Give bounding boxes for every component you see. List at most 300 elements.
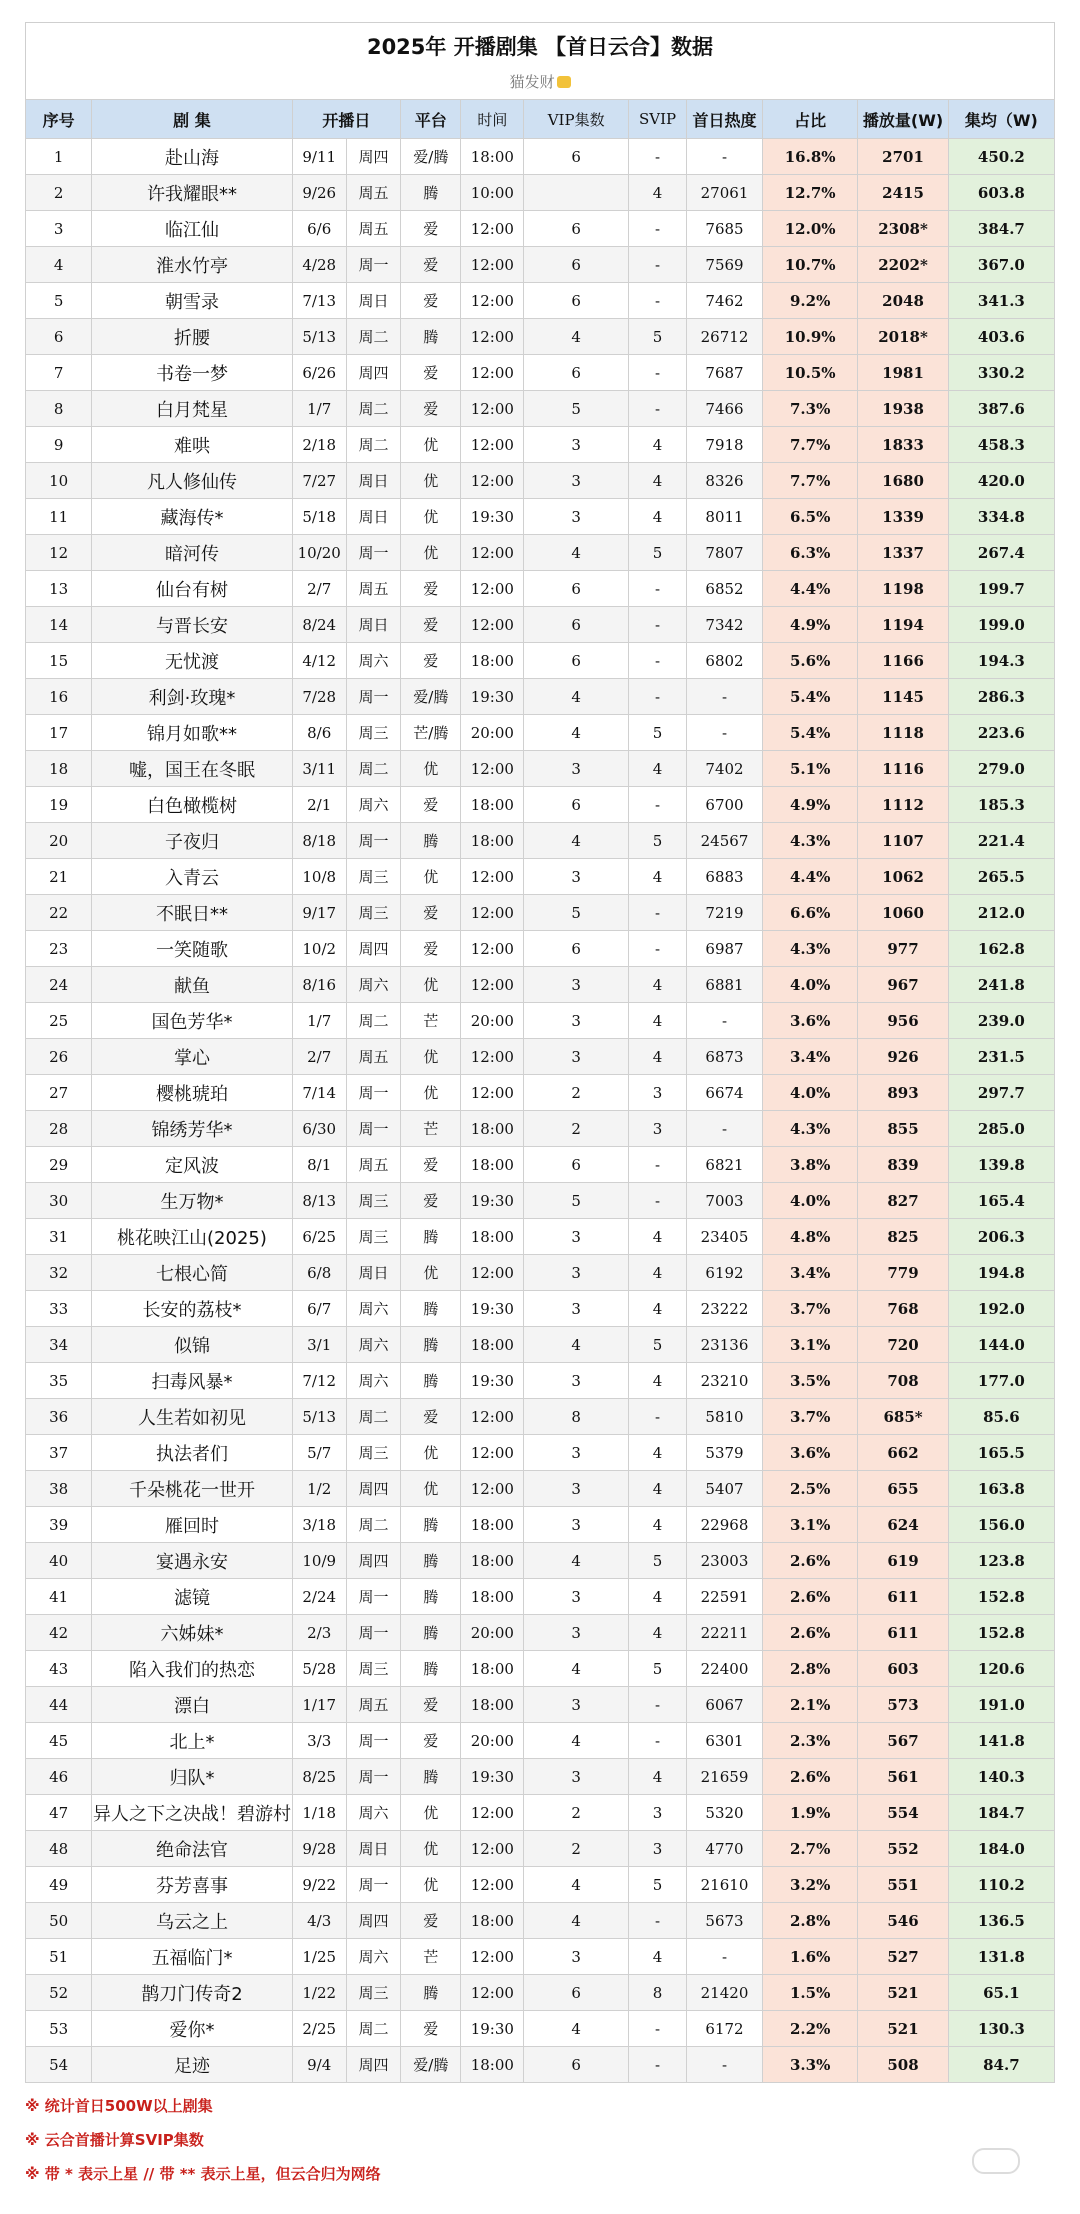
- drama-name: 六姊妹*: [92, 1615, 292, 1651]
- platform: 爱: [401, 787, 461, 823]
- share-percent: 10.5%: [763, 355, 858, 391]
- header-premiere: 开播日: [292, 100, 401, 139]
- platform: 优: [401, 1795, 461, 1831]
- episode-average: 367.0: [948, 247, 1054, 283]
- air-time: 18:00: [461, 1903, 524, 1939]
- air-time: 12:00: [461, 1075, 524, 1111]
- svip-episodes: -: [629, 355, 687, 391]
- header-platform: 平台: [401, 100, 461, 139]
- air-time: 12:00: [461, 1795, 524, 1831]
- vip-episodes: 4: [524, 1723, 629, 1759]
- first-day-heat: -: [687, 715, 763, 751]
- weekday: 周一: [346, 1759, 400, 1795]
- table-row: [26, 859, 1055, 895]
- table-row: [26, 1579, 1055, 1615]
- drama-name: 仙台有树: [92, 571, 292, 607]
- svip-episodes: 4: [629, 1507, 687, 1543]
- vip-episodes: 3: [524, 1363, 629, 1399]
- weekday: 周一: [346, 247, 400, 283]
- first-day-heat: -: [687, 2047, 763, 2083]
- footnote: ※ 云合首播计算SVIP集数: [25, 2131, 204, 2149]
- share-percent: 4.4%: [763, 859, 858, 895]
- row-index: 2: [26, 175, 92, 211]
- drama-name: 漂白: [92, 1687, 292, 1723]
- svip-episodes: 4: [629, 463, 687, 499]
- episode-average: 136.5: [948, 1903, 1054, 1939]
- title-box: [25, 22, 1055, 99]
- share-percent: 5.4%: [763, 679, 858, 715]
- drama-name: 临江仙: [92, 211, 292, 247]
- platform: 腾: [401, 1543, 461, 1579]
- premiere-date: 5/13: [292, 319, 346, 355]
- svip-episodes: -: [629, 931, 687, 967]
- row-index: 42: [26, 1615, 92, 1651]
- data-sheet: [25, 22, 1055, 2191]
- vip-episodes: 6: [524, 931, 629, 967]
- air-time: 19:30: [461, 1183, 524, 1219]
- header-avg: 集均（W): [948, 100, 1054, 139]
- drama-name: 扫毒风暴*: [92, 1363, 292, 1399]
- share-percent: 4.0%: [763, 967, 858, 1003]
- vip-episodes: 3: [524, 463, 629, 499]
- weekday: 周二: [346, 319, 400, 355]
- air-time: 12:00: [461, 931, 524, 967]
- play-count: 552: [858, 1831, 948, 1867]
- vip-episodes: 3: [524, 1471, 629, 1507]
- platform: 优: [401, 859, 461, 895]
- drama-name: 与晋长安: [92, 607, 292, 643]
- drama-name: 雁回时: [92, 1507, 292, 1543]
- premiere-date: 9/22: [292, 1867, 346, 1903]
- episode-average: 267.4: [948, 535, 1054, 571]
- premiere-date: 3/1: [292, 1327, 346, 1363]
- share-percent: 5.6%: [763, 643, 858, 679]
- air-time: 18:00: [461, 1651, 524, 1687]
- air-time: 12:00: [461, 247, 524, 283]
- drama-name: 嘘，国王在冬眠: [92, 751, 292, 787]
- weekday: 周一: [346, 1615, 400, 1651]
- premiere-date: 10/2: [292, 931, 346, 967]
- episode-average: 141.8: [948, 1723, 1054, 1759]
- svip-episodes: 4: [629, 1219, 687, 1255]
- play-count: 1680: [858, 463, 948, 499]
- premiere-date: 7/27: [292, 463, 346, 499]
- svip-episodes: -: [629, 2011, 687, 2047]
- table-row: [26, 1975, 1055, 2011]
- premiere-date: 6/26: [292, 355, 346, 391]
- platform: 爱: [401, 571, 461, 607]
- svip-episodes: 4: [629, 1003, 687, 1039]
- weekday: 周一: [346, 1723, 400, 1759]
- vip-episodes: 6: [524, 1975, 629, 2011]
- episode-average: 231.5: [948, 1039, 1054, 1075]
- svip-episodes: -: [629, 571, 687, 607]
- svip-episodes: -: [629, 607, 687, 643]
- header-plays: 播放量(W): [858, 100, 948, 139]
- platform: 腾: [401, 1219, 461, 1255]
- drama-name: 人生若如初见: [92, 1399, 292, 1435]
- episode-average: 123.8: [948, 1543, 1054, 1579]
- first-day-heat: 23222: [687, 1291, 763, 1327]
- episode-average: 163.8: [948, 1471, 1054, 1507]
- share-percent: 12.7%: [763, 175, 858, 211]
- row-index: 7: [26, 355, 92, 391]
- weekday: 周六: [346, 787, 400, 823]
- play-count: 2701: [858, 139, 948, 175]
- svip-episodes: 4: [629, 1363, 687, 1399]
- first-day-heat: 6192: [687, 1255, 763, 1291]
- vip-episodes: 3: [524, 1615, 629, 1651]
- share-percent: 3.2%: [763, 1867, 858, 1903]
- table-row: [26, 211, 1055, 247]
- drama-name: 书卷一梦: [92, 355, 292, 391]
- platform: 芒: [401, 1003, 461, 1039]
- drama-name: 异人之下之决战！碧游村: [92, 1795, 292, 1831]
- share-percent: 3.7%: [763, 1291, 858, 1327]
- premiere-date: 7/14: [292, 1075, 346, 1111]
- play-count: 893: [858, 1075, 948, 1111]
- play-count: 1112: [858, 787, 948, 823]
- share-percent: 9.2%: [763, 283, 858, 319]
- premiere-date: 6/6: [292, 211, 346, 247]
- play-count: 1339: [858, 499, 948, 535]
- vip-episodes: 4: [524, 1867, 629, 1903]
- weekday: 周日: [346, 499, 400, 535]
- table-row: [26, 427, 1055, 463]
- play-count: 508: [858, 2047, 948, 2083]
- play-count: 521: [858, 2011, 948, 2047]
- platform: 芒: [401, 1939, 461, 1975]
- weekday: 周一: [346, 535, 400, 571]
- row-index: 31: [26, 1219, 92, 1255]
- episode-average: 384.7: [948, 211, 1054, 247]
- play-count: 1060: [858, 895, 948, 931]
- drama-name: 淮水竹亭: [92, 247, 292, 283]
- platform: 优: [401, 427, 461, 463]
- share-percent: 2.2%: [763, 2011, 858, 2047]
- weekday: 周二: [346, 391, 400, 427]
- page-title: 2025年 开播剧集 【首日云合】数据: [366, 35, 714, 59]
- vip-episodes: 6: [524, 607, 629, 643]
- row-index: 20: [26, 823, 92, 859]
- air-time: 12:00: [461, 1039, 524, 1075]
- air-time: 12:00: [461, 967, 524, 1003]
- episode-average: 206.3: [948, 1219, 1054, 1255]
- episode-average: 199.7: [948, 571, 1054, 607]
- premiere-date: 1/7: [292, 1003, 346, 1039]
- premiere-date: 6/8: [292, 1255, 346, 1291]
- play-count: 827: [858, 1183, 948, 1219]
- weekday: 周三: [346, 1183, 400, 1219]
- premiere-date: 10/9: [292, 1543, 346, 1579]
- air-time: 12:00: [461, 1399, 524, 1435]
- header-vip-episodes: VIP集数: [524, 100, 629, 139]
- row-index: 33: [26, 1291, 92, 1327]
- weekday: 周一: [346, 1111, 400, 1147]
- platform: 爱: [401, 283, 461, 319]
- platform: 爱: [401, 1687, 461, 1723]
- svip-episodes: 4: [629, 1291, 687, 1327]
- share-percent: 3.6%: [763, 1435, 858, 1471]
- premiere-date: 2/7: [292, 571, 346, 607]
- vip-episodes: 3: [524, 427, 629, 463]
- drama-name: 归队*: [92, 1759, 292, 1795]
- vip-episodes: 3: [524, 859, 629, 895]
- svip-episodes: -: [629, 679, 687, 715]
- vip-episodes: 4: [524, 1543, 629, 1579]
- vip-episodes: 3: [524, 1039, 629, 1075]
- vip-episodes: 6: [524, 355, 629, 391]
- first-day-heat: 24567: [687, 823, 763, 859]
- episode-average: 191.0: [948, 1687, 1054, 1723]
- table-row: [26, 1399, 1055, 1435]
- weekday: 周二: [346, 1399, 400, 1435]
- play-count: 561: [858, 1759, 948, 1795]
- drama-name: 赴山海: [92, 139, 292, 175]
- vip-episodes: 3: [524, 1939, 629, 1975]
- svip-episodes: 4: [629, 499, 687, 535]
- weekday: 周五: [346, 175, 400, 211]
- episode-average: 265.5: [948, 859, 1054, 895]
- drama-name: 生万物*: [92, 1183, 292, 1219]
- premiere-date: 1/17: [292, 1687, 346, 1723]
- table-row: [26, 1795, 1055, 1831]
- svip-episodes: 4: [629, 1939, 687, 1975]
- air-time: 18:00: [461, 1543, 524, 1579]
- row-index: 1: [26, 139, 92, 175]
- table-row: [26, 715, 1055, 751]
- premiere-date: 8/24: [292, 607, 346, 643]
- play-count: 1337: [858, 535, 948, 571]
- table-row: [26, 1903, 1055, 1939]
- share-percent: 3.6%: [763, 1003, 858, 1039]
- first-day-heat: 23405: [687, 1219, 763, 1255]
- platform: 爱: [401, 1147, 461, 1183]
- first-day-heat: 6700: [687, 787, 763, 823]
- episode-average: 194.3: [948, 643, 1054, 679]
- row-index: 54: [26, 2047, 92, 2083]
- episode-average: 65.1: [948, 1975, 1054, 2011]
- table-row: [26, 751, 1055, 787]
- air-time: 12:00: [461, 1975, 524, 2011]
- svip-episodes: 4: [629, 967, 687, 1003]
- share-percent: 4.9%: [763, 787, 858, 823]
- premiere-date: 1/22: [292, 1975, 346, 2011]
- svip-episodes: 3: [629, 1075, 687, 1111]
- first-day-heat: 7342: [687, 607, 763, 643]
- air-time: 12:00: [461, 355, 524, 391]
- premiere-date: 10/8: [292, 859, 346, 895]
- header-time: 时间: [461, 100, 524, 139]
- episode-average: 110.2: [948, 1867, 1054, 1903]
- episode-average: 192.0: [948, 1291, 1054, 1327]
- premiere-date: 5/7: [292, 1435, 346, 1471]
- drama-name: 不眠日**: [92, 895, 292, 931]
- table-row: [26, 1111, 1055, 1147]
- vip-episodes: 3: [524, 751, 629, 787]
- row-index: 23: [26, 931, 92, 967]
- air-time: 12:00: [461, 571, 524, 607]
- first-day-heat: 6852: [687, 571, 763, 607]
- platform: 爱: [401, 1399, 461, 1435]
- weekday: 周二: [346, 2011, 400, 2047]
- episode-average: 603.8: [948, 175, 1054, 211]
- episode-average: 387.6: [948, 391, 1054, 427]
- episode-average: 334.8: [948, 499, 1054, 535]
- vip-episodes: 3: [524, 1579, 629, 1615]
- premiere-date: 4/12: [292, 643, 346, 679]
- vip-episodes: 2: [524, 1075, 629, 1111]
- premiere-date: 2/25: [292, 2011, 346, 2047]
- platform: 腾: [401, 1651, 461, 1687]
- share-percent: 7.3%: [763, 391, 858, 427]
- table-row: [26, 1075, 1055, 1111]
- weekday: 周日: [346, 1831, 400, 1867]
- share-percent: 2.8%: [763, 1903, 858, 1939]
- table-row: [26, 1219, 1055, 1255]
- svip-episodes: -: [629, 1147, 687, 1183]
- weekday: 周六: [346, 1795, 400, 1831]
- premiere-date: 8/18: [292, 823, 346, 859]
- table-row: [26, 1651, 1055, 1687]
- row-index: 18: [26, 751, 92, 787]
- vip-episodes: 6: [524, 139, 629, 175]
- first-day-heat: 23136: [687, 1327, 763, 1363]
- play-count: 1107: [858, 823, 948, 859]
- premiere-date: 2/7: [292, 1039, 346, 1075]
- svip-episodes: 3: [629, 1795, 687, 1831]
- first-day-heat: 6987: [687, 931, 763, 967]
- platform: 腾: [401, 823, 461, 859]
- episode-average: 130.3: [948, 2011, 1054, 2047]
- row-index: 53: [26, 2011, 92, 2047]
- platform: 腾: [401, 1363, 461, 1399]
- air-time: 18:00: [461, 823, 524, 859]
- vip-episodes: 2: [524, 1831, 629, 1867]
- platform: 腾: [401, 1975, 461, 2011]
- play-count: 1833: [858, 427, 948, 463]
- table-row: [26, 1003, 1055, 1039]
- first-day-heat: 6821: [687, 1147, 763, 1183]
- drama-name: 执法者们: [92, 1435, 292, 1471]
- play-count: 521: [858, 1975, 948, 2011]
- svip-episodes: 4: [629, 1435, 687, 1471]
- weekday: 周六: [346, 643, 400, 679]
- share-percent: 2.5%: [763, 1471, 858, 1507]
- svip-episodes: -: [629, 643, 687, 679]
- drama-name: 似锦: [92, 1327, 292, 1363]
- premiere-date: 8/16: [292, 967, 346, 1003]
- row-index: 14: [26, 607, 92, 643]
- weekday: 周六: [346, 1363, 400, 1399]
- episode-average: 85.6: [948, 1399, 1054, 1435]
- table-row: [26, 355, 1055, 391]
- first-day-heat: 5810: [687, 1399, 763, 1435]
- premiere-date: 10/20: [292, 535, 346, 571]
- table-header-row: [26, 100, 1055, 139]
- premiere-date: 1/2: [292, 1471, 346, 1507]
- episode-average: 139.8: [948, 1147, 1054, 1183]
- premiere-date: 7/28: [292, 679, 346, 715]
- author-line: [26, 69, 1054, 95]
- first-day-heat: 22400: [687, 1651, 763, 1687]
- first-day-heat: 7462: [687, 283, 763, 319]
- premiere-date: 8/13: [292, 1183, 346, 1219]
- drama-name: 暗河传: [92, 535, 292, 571]
- platform: 腾: [401, 1759, 461, 1795]
- first-day-heat: -: [687, 679, 763, 715]
- play-count: 779: [858, 1255, 948, 1291]
- weekday: 周三: [346, 895, 400, 931]
- first-day-heat: 5673: [687, 1903, 763, 1939]
- weekday: 周六: [346, 1939, 400, 1975]
- vip-episodes: 4: [524, 535, 629, 571]
- play-count: 527: [858, 1939, 948, 1975]
- weekday: 周三: [346, 1219, 400, 1255]
- episode-average: 120.6: [948, 1651, 1054, 1687]
- vip-episodes: 6: [524, 1147, 629, 1183]
- row-index: 37: [26, 1435, 92, 1471]
- first-day-heat: -: [687, 1111, 763, 1147]
- share-percent: 3.7%: [763, 1399, 858, 1435]
- play-count: 1194: [858, 607, 948, 643]
- share-percent: 3.1%: [763, 1327, 858, 1363]
- table-row: [26, 1147, 1055, 1183]
- first-day-heat: 22591: [687, 1579, 763, 1615]
- play-count: 956: [858, 1003, 948, 1039]
- weekday: 周四: [346, 1903, 400, 1939]
- episode-average: 199.0: [948, 607, 1054, 643]
- play-count: 1062: [858, 859, 948, 895]
- air-time: 18:00: [461, 139, 524, 175]
- weekday: 周四: [346, 931, 400, 967]
- row-index: 43: [26, 1651, 92, 1687]
- drama-name: 五福临门*: [92, 1939, 292, 1975]
- share-percent: 4.0%: [763, 1075, 858, 1111]
- svip-episodes: -: [629, 1723, 687, 1759]
- first-day-heat: 23210: [687, 1363, 763, 1399]
- air-time: 12:00: [461, 1435, 524, 1471]
- premiere-date: 6/30: [292, 1111, 346, 1147]
- weekday: 周一: [346, 1075, 400, 1111]
- play-count: 1145: [858, 679, 948, 715]
- svip-episodes: -: [629, 2047, 687, 2083]
- premiere-date: 9/28: [292, 1831, 346, 1867]
- platform: 爱/腾: [401, 139, 461, 175]
- first-day-heat: 26712: [687, 319, 763, 355]
- premiere-date: 2/3: [292, 1615, 346, 1651]
- drama-name: 难哄: [92, 427, 292, 463]
- row-index: 17: [26, 715, 92, 751]
- share-percent: 2.6%: [763, 1543, 858, 1579]
- platform: 腾: [401, 319, 461, 355]
- platform: 优: [401, 1435, 461, 1471]
- episode-average: 212.0: [948, 895, 1054, 931]
- drama-name: 樱桃琥珀: [92, 1075, 292, 1111]
- weekday: 周五: [346, 211, 400, 247]
- premiere-date: 1/18: [292, 1795, 346, 1831]
- drama-name: 陷入我们的热恋: [92, 1651, 292, 1687]
- platform: 优: [401, 1075, 461, 1111]
- platform: 爱: [401, 247, 461, 283]
- vip-episodes: 4: [524, 1903, 629, 1939]
- weekday: 周二: [346, 751, 400, 787]
- share-percent: 4.0%: [763, 1183, 858, 1219]
- air-time: 18:00: [461, 1687, 524, 1723]
- row-index: 47: [26, 1795, 92, 1831]
- share-percent: 1.6%: [763, 1939, 858, 1975]
- table-row: [26, 787, 1055, 823]
